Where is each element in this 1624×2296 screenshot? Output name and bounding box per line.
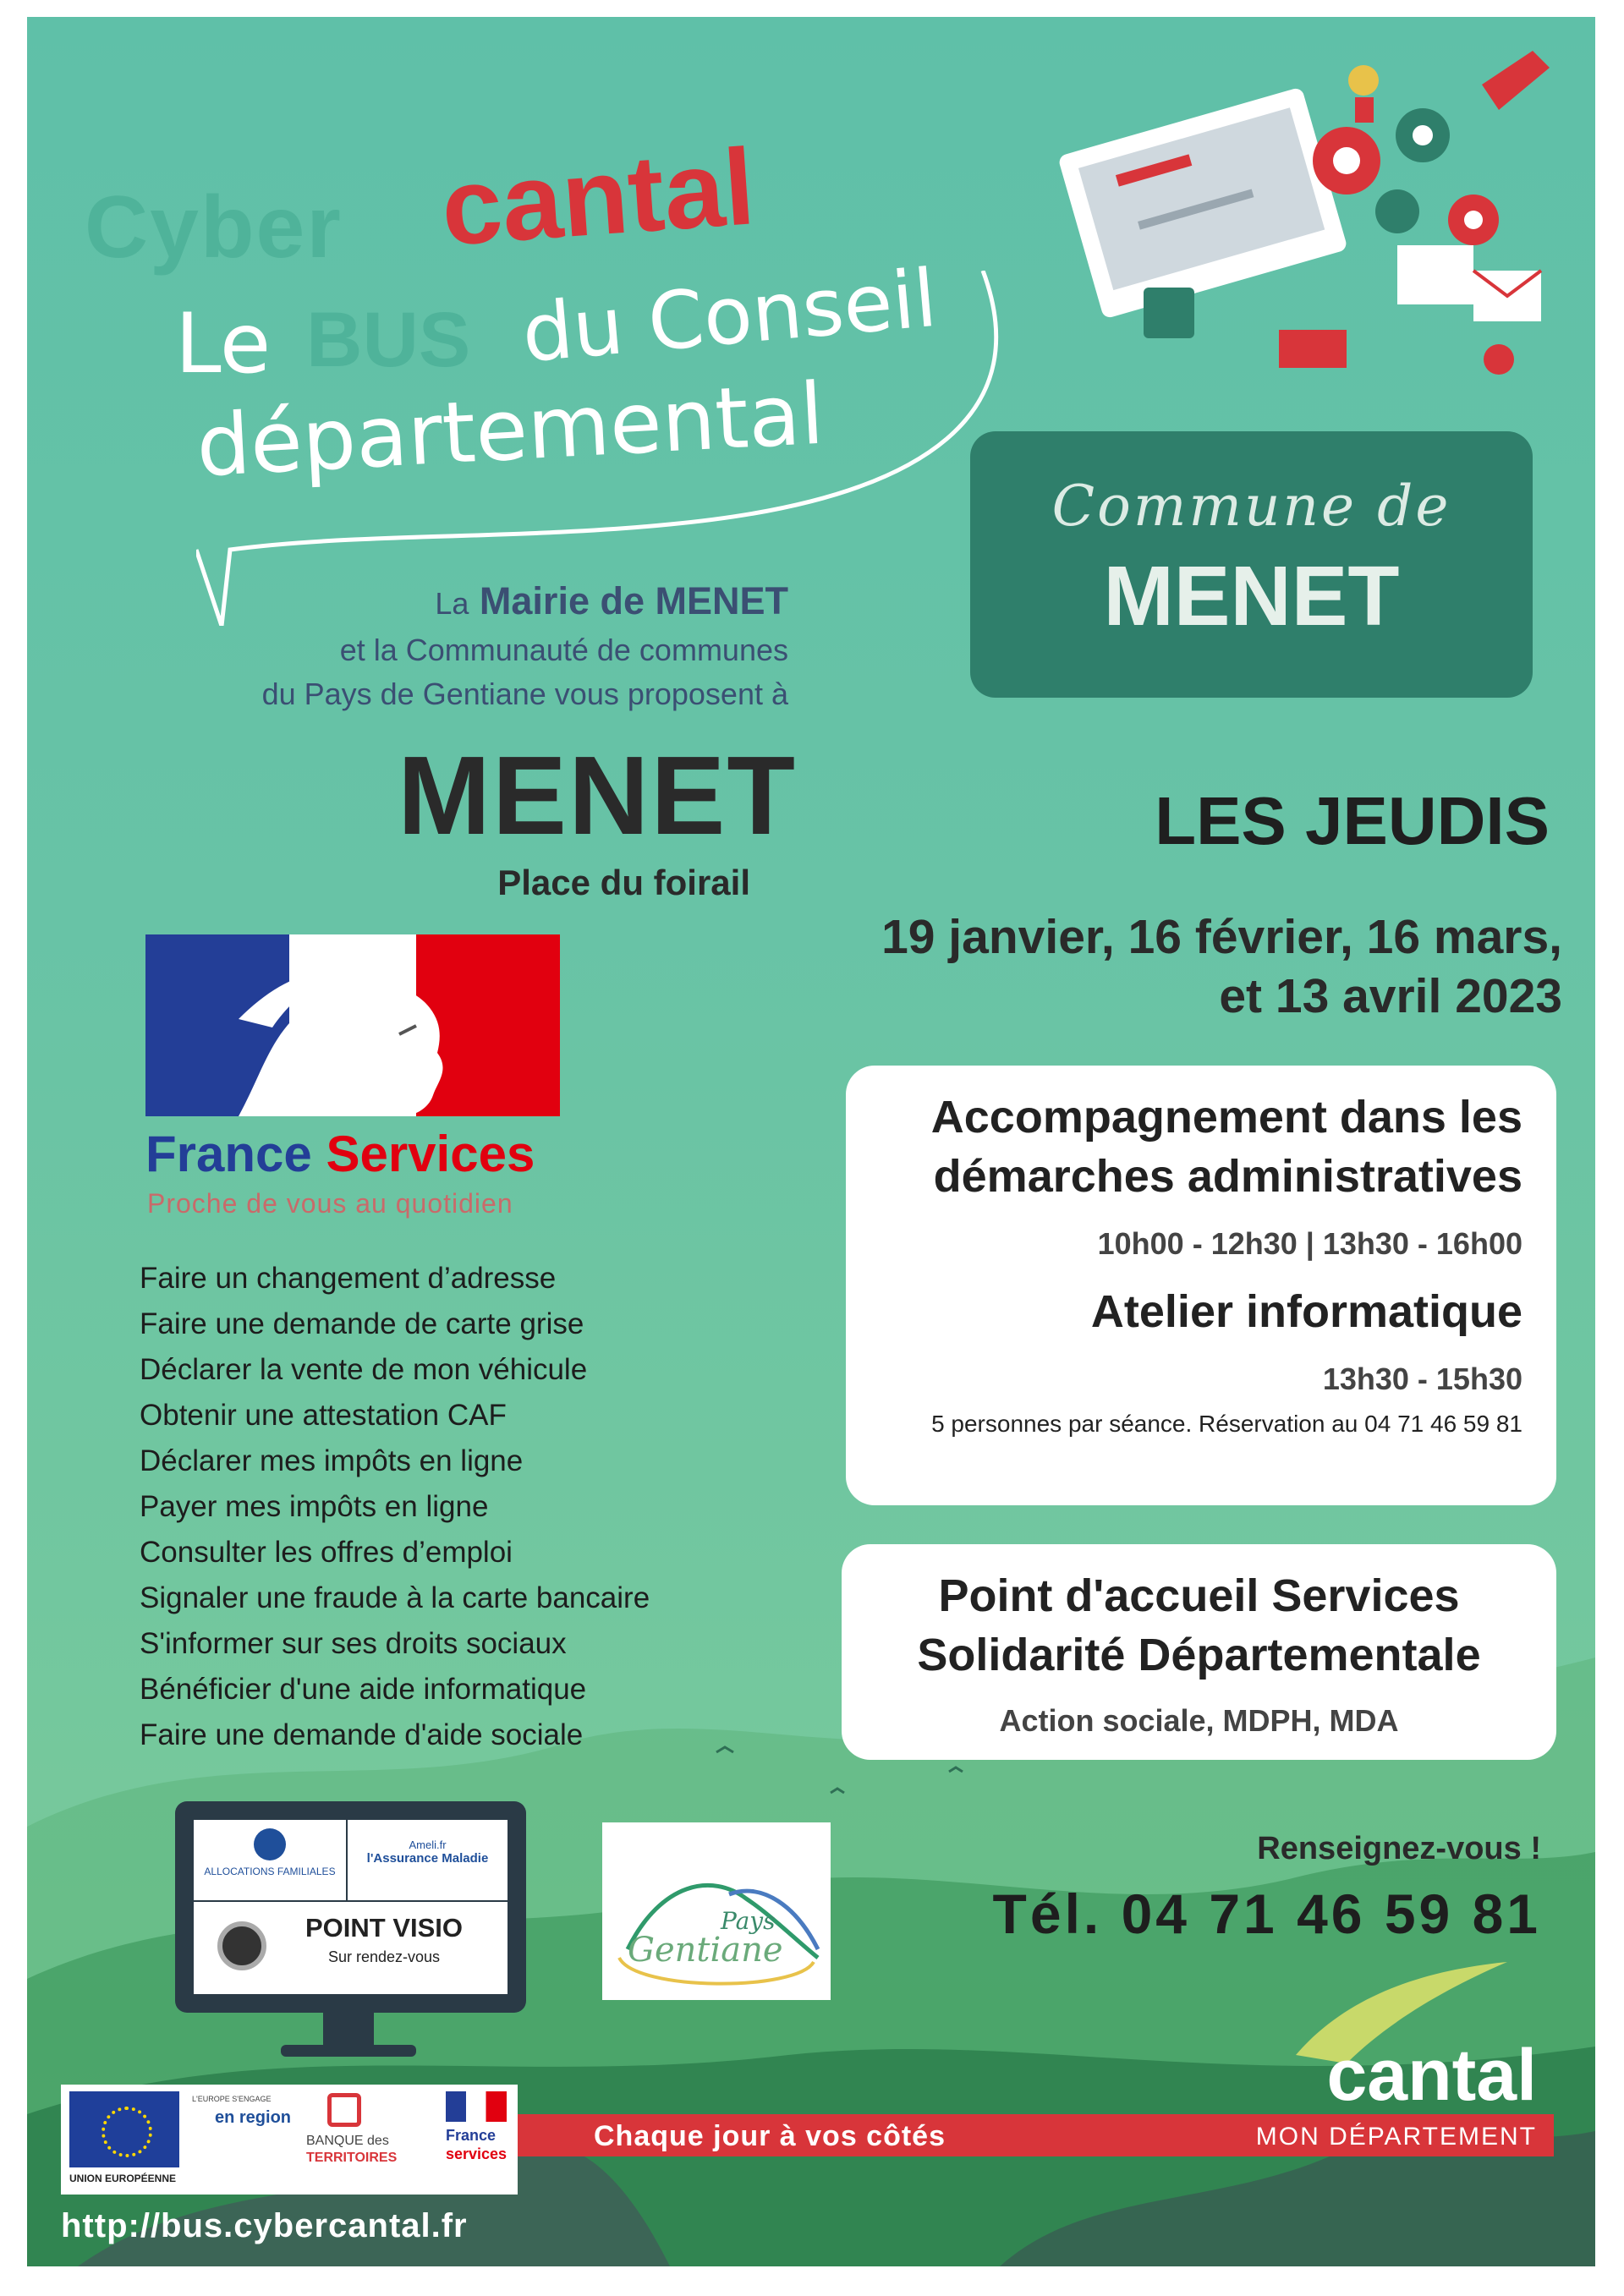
visio-sub: Sur rendez-vous <box>327 1948 441 1965</box>
footer-slogan: Chaque jour à vos côtés <box>594 2120 946 2152</box>
intro-la: La <box>435 586 469 621</box>
list-item: Payer mes impôts en ligne <box>140 1490 489 1523</box>
poster <box>27 17 1595 2266</box>
title-cantal: cantal <box>437 126 759 269</box>
partner-logos <box>61 2085 518 2195</box>
list-item: S'informer sur ses droits sociaux <box>140 1627 567 1660</box>
contact-renseignez: Renseignez-vous ! <box>1257 1831 1541 1866</box>
list-item: Consulter les offres d’emploi <box>140 1536 513 1569</box>
title-cyber: Cyber <box>85 178 343 277</box>
title-departemental: départemental <box>194 364 826 496</box>
title-bus: BUS <box>306 297 471 383</box>
list-item: Faire un changement d’adresse <box>140 1262 557 1295</box>
eu-stars-icon <box>102 2107 152 2157</box>
list-item: Déclarer la vente de mon véhicule <box>140 1353 588 1386</box>
point-accueil-line1: Point d'accueil Services <box>938 1570 1460 1621</box>
france-services-name <box>145 1125 619 1183</box>
intro-mairie: Mairie de MENET <box>479 579 788 622</box>
title-du-conseil: du Conseil <box>518 252 941 381</box>
caf-icon <box>254 1828 286 1860</box>
computer-illustration <box>1025 51 1550 389</box>
point-visio-monitor <box>175 1801 526 2013</box>
assurance-label: l'Assurance Maladie <box>366 1851 489 1866</box>
eu-flag <box>69 2091 179 2167</box>
schedule-dates-line1: 19 janvier, 16 février, 16 mars, <box>881 910 1562 964</box>
schedule-dates-line2: et 13 avril 2023 <box>1219 969 1562 1023</box>
fs-mini-services: services <box>446 2145 508 2162</box>
fs-mini-france: France <box>446 2127 497 2144</box>
footer-mon-departement: MON DÉPARTEMENT <box>1255 2123 1537 2151</box>
list-item: Faire une demande de carte grise <box>140 1307 584 1340</box>
point-accueil-box <box>842 1544 1556 1760</box>
point-accueil-line2: Solidarité Départementale <box>917 1630 1481 1680</box>
title-swoosh <box>196 271 1008 626</box>
eu-label: UNION EUROPÉENNE <box>69 2173 177 2184</box>
intro-line1 <box>112 579 788 623</box>
banque-icon <box>327 2093 361 2127</box>
title-le: Le <box>175 296 272 392</box>
banque-line2: TERRITOIRES <box>306 2151 398 2165</box>
list-item: Bénéficier d'une aide informatique <box>140 1673 587 1706</box>
accompagnement-title-line1: Accompagnement dans les <box>930 1092 1522 1143</box>
list-item: Obtenir une attestation CAF <box>140 1399 507 1432</box>
gentiane-mountain <box>602 1822 831 2000</box>
location-town: MENET <box>398 733 797 858</box>
pays-gentiane-logo <box>602 1822 831 2000</box>
ameli-label: Ameli.fr <box>409 1838 447 1851</box>
point-accueil-sub: Action sociale, MDPH, MDA <box>999 1703 1399 1738</box>
webcam-icon <box>217 1921 266 1970</box>
fs-france: France <box>145 1126 312 1182</box>
list-item: Faire une demande d'aide sociale <box>140 1718 584 1751</box>
accompagnement-title-line2: démarches administratives <box>933 1151 1522 1202</box>
list-item: Signaler une fraude à la carte bancaire <box>140 1581 650 1614</box>
visio-title: POINT VISIO <box>304 1913 464 1943</box>
intro-line2: et la Communauté de communes <box>339 633 788 667</box>
services-list <box>140 1256 732 1758</box>
schedule-heading: LES JEUDIS <box>1155 783 1550 858</box>
footer-url[interactable]: http://bus.cybercantal.fr <box>61 2207 468 2244</box>
monitor-stand <box>323 2013 374 2047</box>
fs-services: Services <box>326 1126 535 1182</box>
monitor-base <box>281 2045 416 2057</box>
visio-screen <box>194 1820 508 1994</box>
atelier-note: 5 personnes par séance. Réservation au 04 71 46 59 81 <box>931 1411 1522 1437</box>
gentiane-pays: Pays <box>721 1907 776 1935</box>
atelier-hours: 13h30 - 15h30 <box>1322 1362 1522 1396</box>
footer-cantal: cantal <box>1326 2035 1537 2116</box>
commune-label: Commune de <box>1051 474 1451 539</box>
region-label: en region <box>215 2108 292 2127</box>
gentiane-name: Gentiane <box>628 1931 783 1970</box>
fs-mini-flag <box>446 2091 507 2122</box>
atelier-title: Atelier informatique <box>1090 1286 1522 1337</box>
marianne-logo <box>145 934 560 1116</box>
accompagnement-hours: 10h00 - 12h30 | 13h30 - 16h00 <box>1097 1226 1522 1261</box>
region-small: L'EUROPE S'ENGAGE <box>192 2095 272 2103</box>
caf-logo <box>194 1820 348 1902</box>
banque-line1: BANQUE des <box>306 2134 389 2148</box>
intro-line3: du Pays de Gentiane vous proposent à <box>261 677 788 711</box>
location-place: Place du foirail <box>497 863 750 902</box>
commune-name: MENET <box>1103 549 1400 644</box>
contact-phone: Tél. 04 71 46 59 81 <box>992 1882 1541 1945</box>
accompagnement-box <box>846 1066 1556 1505</box>
commune-box <box>970 431 1533 698</box>
list-item: Déclarer mes impôts en ligne <box>140 1444 524 1477</box>
ameli-logo <box>348 1820 508 1902</box>
france-services-tagline: Proche de vous au quotidien <box>147 1188 513 1219</box>
caf-label: ALLOCATIONS FAMILIALES <box>204 1866 336 1877</box>
